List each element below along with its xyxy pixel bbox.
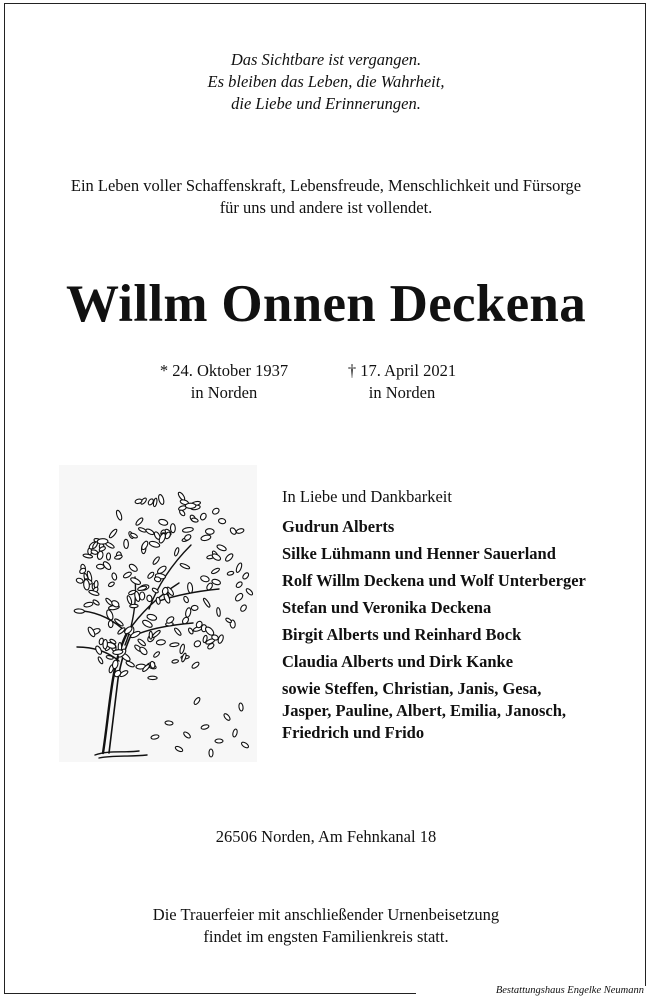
funeral-line: findet im engsten Familienkreis statt. [203,927,449,946]
leaf-shape [105,609,114,621]
death-info [322,360,482,404]
falling-leaf-shape [223,713,231,722]
birth-info [144,360,304,404]
mourner-name: Birgit Alberts und Reinhard Bock [282,625,522,644]
leaf-shape [183,596,189,604]
leaf-shape [180,563,191,570]
leaf-shape [187,582,193,593]
leaf-shape [242,572,250,580]
falling-leaf-shape [183,731,192,739]
leaf-shape [83,601,93,607]
leaf-shape [185,503,196,508]
death-date: † 17. April 2021 [347,361,457,380]
leaf-shape [91,549,99,555]
leaf-shape [106,553,110,560]
leaf-shape [193,640,202,649]
leaf-shape [224,553,234,563]
grandchildren-line: Friedrich und Frido [282,723,425,742]
leaf-shape [149,631,152,639]
leaf-shape [225,617,232,623]
leaf-shape [170,642,180,647]
birth-place: in Norden [190,383,258,402]
windblown-tree-icon [59,465,257,762]
leaf-shape [108,528,118,539]
intro-line: Ein Leben voller Schaffenskraft, Lebensfreude, Menschlichkeit und Fürsorge [70,176,582,195]
leaf-shape [126,595,132,604]
birth-date: * 24. Oktober 1937 [159,361,289,380]
leaf-shape [200,575,210,583]
leaf-shape [141,540,149,550]
leaf-shape [156,639,165,645]
leaf-shape [153,651,161,658]
family-address: 26506 Norden, Am Fehnkanal 18 [215,827,437,846]
leaf-shape [148,676,157,680]
leaf-shape [83,579,90,590]
leaf-shape [147,571,155,579]
leaf-shape [236,528,245,534]
leaf-shape [158,494,165,505]
leaf-shape [156,597,161,605]
leaf-shape [156,565,167,575]
funeral-line: Die Trauerfeier mit anschließender Urnenbeisetzung [152,905,500,924]
leaf-shape [123,571,133,579]
mourners-list [282,486,627,744]
falling-leaf-shape [175,745,184,752]
leaf-shape [149,540,161,548]
leaf-shape [96,564,104,569]
intro-line: für uns und andere ist vollendet. [219,198,433,217]
leaf-shape [172,659,179,663]
leaf-shape [202,597,210,607]
mourners-lead: In Liebe und Dankbarkeit [282,487,452,506]
grandchildren-list [282,678,627,744]
leaf-shape [103,639,108,649]
intro-text [0,175,652,219]
leaf-shape [182,527,193,533]
leaf-shape [92,599,100,606]
leaf-shape [74,609,84,614]
leaf-shape [229,527,237,536]
leaf-shape [188,627,194,634]
mourner-name: Silke Lühmann und Henner Sauerland [282,544,556,563]
falling-leaf-shape [241,741,250,749]
leaf-shape [199,512,207,521]
leaf-shape [140,592,145,600]
leaf-shape [179,644,185,654]
deceased-name: Willm Onnen Deckena [65,275,587,333]
leaf-shape [234,592,244,602]
leaf-shape [216,544,227,552]
leaf-shape [130,604,139,608]
leaf-shape [130,576,142,585]
leaf-shape [97,656,103,664]
leaf-shape [170,524,175,533]
leaf-shape [128,563,138,573]
leaf-shape [191,605,198,610]
leaf-shape [114,554,122,559]
leaf-shape [135,517,144,526]
leaf-shape [245,588,253,596]
leaf-shape [111,572,117,580]
leaf-shape [124,539,129,548]
leaf-shape [146,595,152,602]
death-place: in Norden [368,383,436,402]
falling-leaf-shape [165,721,173,726]
falling-leaf-shape [209,749,213,757]
falling-leaf-shape [232,729,238,738]
leaf-shape [235,562,243,573]
falling-leaf-shape [238,703,243,712]
funeral-home-credit: Bestattungshaus Engelke Neumann [495,985,644,996]
leaf-shape [152,629,161,638]
leaf-shape [211,553,221,562]
leaf-shape [218,518,226,524]
falling-leaf-shape [193,697,201,706]
leaf-shape [200,534,211,541]
falling-leaf-shape [215,739,223,743]
leaf-shape [174,547,180,556]
mourner-name: Claudia Alberts und Dirk Kanke [282,652,514,671]
leaf-shape [179,509,186,516]
leaf-shape [125,660,135,668]
leaf-shape [108,581,115,587]
mourner-name: Gudrun Alberts [282,517,395,536]
mourner-name: Rolf Willm Deckena und Wolf Unterberger [282,571,586,590]
leaf-shape [137,585,147,591]
leaf-shape [216,607,220,616]
leaf-shape [94,645,102,655]
quote-line: Das Sichtbare ist vergangen. [230,50,422,69]
leaf-shape [211,507,220,515]
leaf-shape [191,517,199,522]
leaf-shape [181,653,187,663]
leaf-shape [108,621,113,628]
falling-leaf-shape [151,734,160,740]
quote-line: Es bleiben das Leben, die Wahrheit, [207,72,445,91]
funeral-notice [0,904,652,948]
leaf-shape [211,567,220,574]
leaf-shape [191,661,200,669]
leaf-shape [138,527,147,533]
leaf-shape [152,556,160,565]
leaf-shape [227,571,234,576]
falling-leaf-shape [201,724,210,730]
leaf-shape [185,607,192,617]
mourner-name: Stefan und Veronika Deckena [282,598,492,617]
grandchildren-line: sowie Steffen, Christian, Janis, Gesa, [282,679,542,698]
leaf-shape [235,581,243,589]
leaf-shape [205,528,214,534]
grandchildren-line: Jasper, Pauline, Albert, Emilia, Janosch, [282,701,567,720]
leaf-shape [112,660,119,670]
quote-line: die Liebe und Erinnerungen. [231,94,421,113]
leaf-shape [158,518,168,526]
leaf-shape [115,510,122,521]
leaf-shape [76,577,84,584]
leaf-shape [97,539,108,545]
leaf-shape [239,604,247,612]
leaf-shape [146,613,157,621]
leaf-shape [174,627,182,636]
opening-quote [0,49,652,115]
